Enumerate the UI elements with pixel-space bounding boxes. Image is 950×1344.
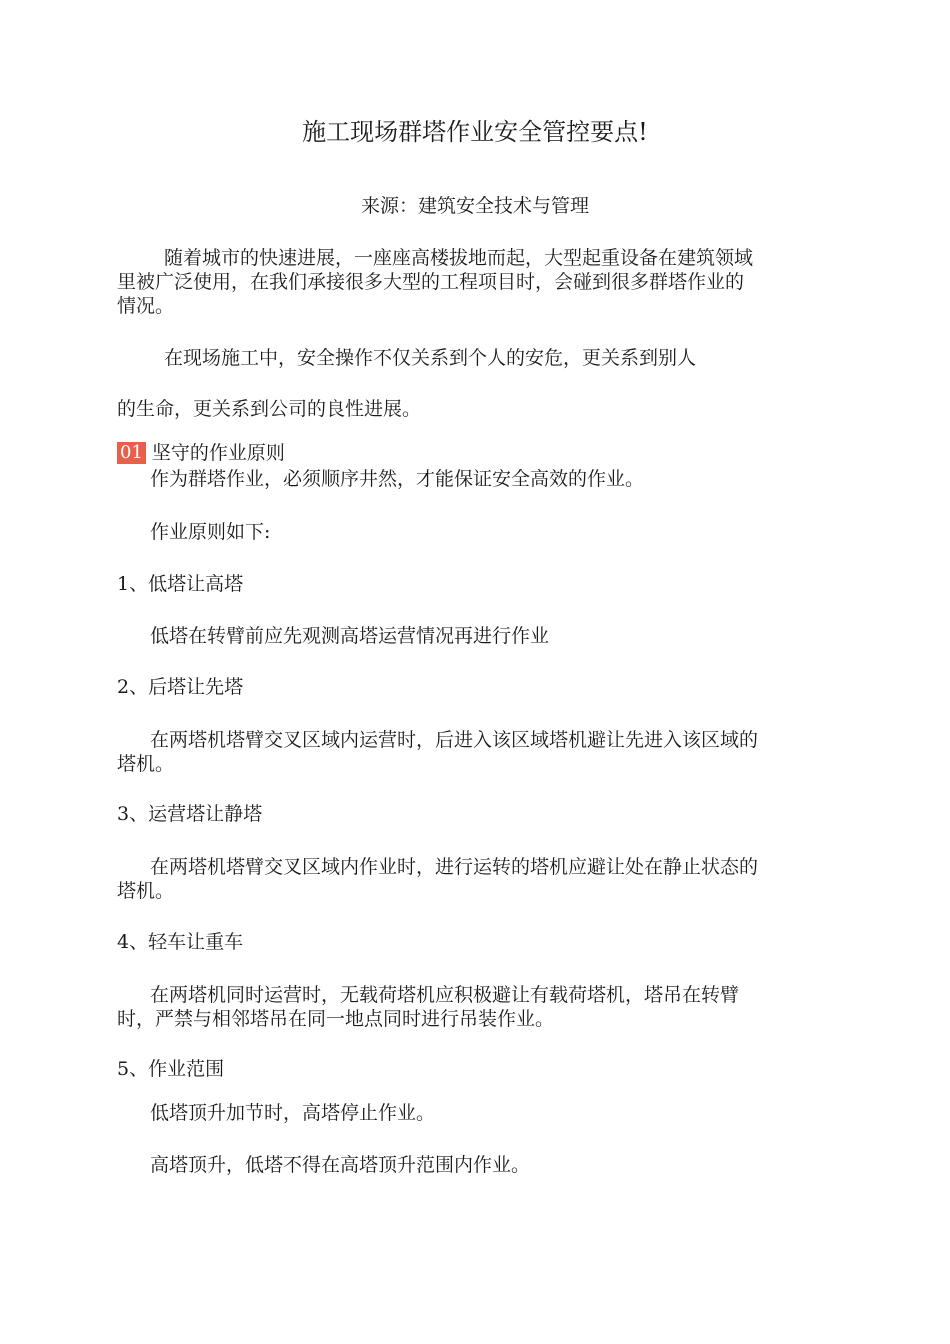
section-lead: 作为群塔作业，必须顺序井然，才能保证安全高效的作业。 (150, 468, 645, 490)
rule-3-text-line-2: 塔机。 (117, 880, 175, 902)
rule-4-text-line-2: 时，严禁与相邻塔吊在同一地点同时进行吊装作业。 (117, 1008, 555, 1030)
section-heading (117, 441, 285, 465)
rule-4-text-line-1: 在两塔机同时运营时，无载荷塔机应积极避让有载荷塔机，塔吊在转臂 (150, 984, 740, 1006)
section-number-badge: 01 (117, 442, 146, 464)
rule-2-title: 2、后塔让先塔 (117, 676, 244, 698)
intro-paragraph-1-line-3: 情况。 (117, 295, 175, 317)
intro-paragraph-1-line-2: 里被广泛使用，在我们承接很多大型的工程项目时，会碰到很多群塔作业的 (117, 271, 745, 293)
rule-3-text-line-1: 在两塔机塔臂交叉区域内作业时，进行运转的塔机应避让处在静止状态的 (150, 856, 759, 878)
rule-5-text-line-1: 低塔顶升加节时，高塔停止作业。 (150, 1102, 436, 1124)
intro-paragraph-2-line-2: 的生命，更关系到公司的良性进展。 (117, 398, 422, 420)
rule-4-title: 4、轻车让重车 (117, 931, 244, 953)
principles-intro: 作业原则如下: (150, 521, 271, 543)
rule-1-text: 低塔在转臂前应先观测高塔运营情况再进行作业 (150, 625, 550, 647)
intro-paragraph-2-line-1: 在现场施工中，安全操作不仅关系到个人的安危，更关系到别人 (164, 347, 697, 369)
source-line: 来源：建筑安全技术与管理 (360, 195, 589, 217)
document-title: 施工现场群塔作业安全管控要点! (302, 118, 648, 146)
rule-3-title: 3、运营塔让静塔 (117, 803, 263, 825)
rule-1-title: 1、低塔让高塔 (117, 573, 244, 595)
intro-paragraph-1-line-1: 随着城市的快速进展，一座座高楼拔地而起，大型起重设备在建筑领域 (164, 247, 754, 269)
section-heading-text: 坚守的作业原则 (151, 442, 285, 464)
rule-2-text-line-1: 在两塔机塔臂交叉区域内运营时，后进入该区域塔机避让先进入该区域的 (150, 729, 759, 751)
rule-2-text-line-2: 塔机。 (117, 753, 175, 775)
rule-5-text-line-2: 高塔顶升，低塔不得在高塔顶升范围内作业。 (150, 1154, 531, 1176)
rule-5-title: 5、作业范围 (117, 1058, 225, 1080)
